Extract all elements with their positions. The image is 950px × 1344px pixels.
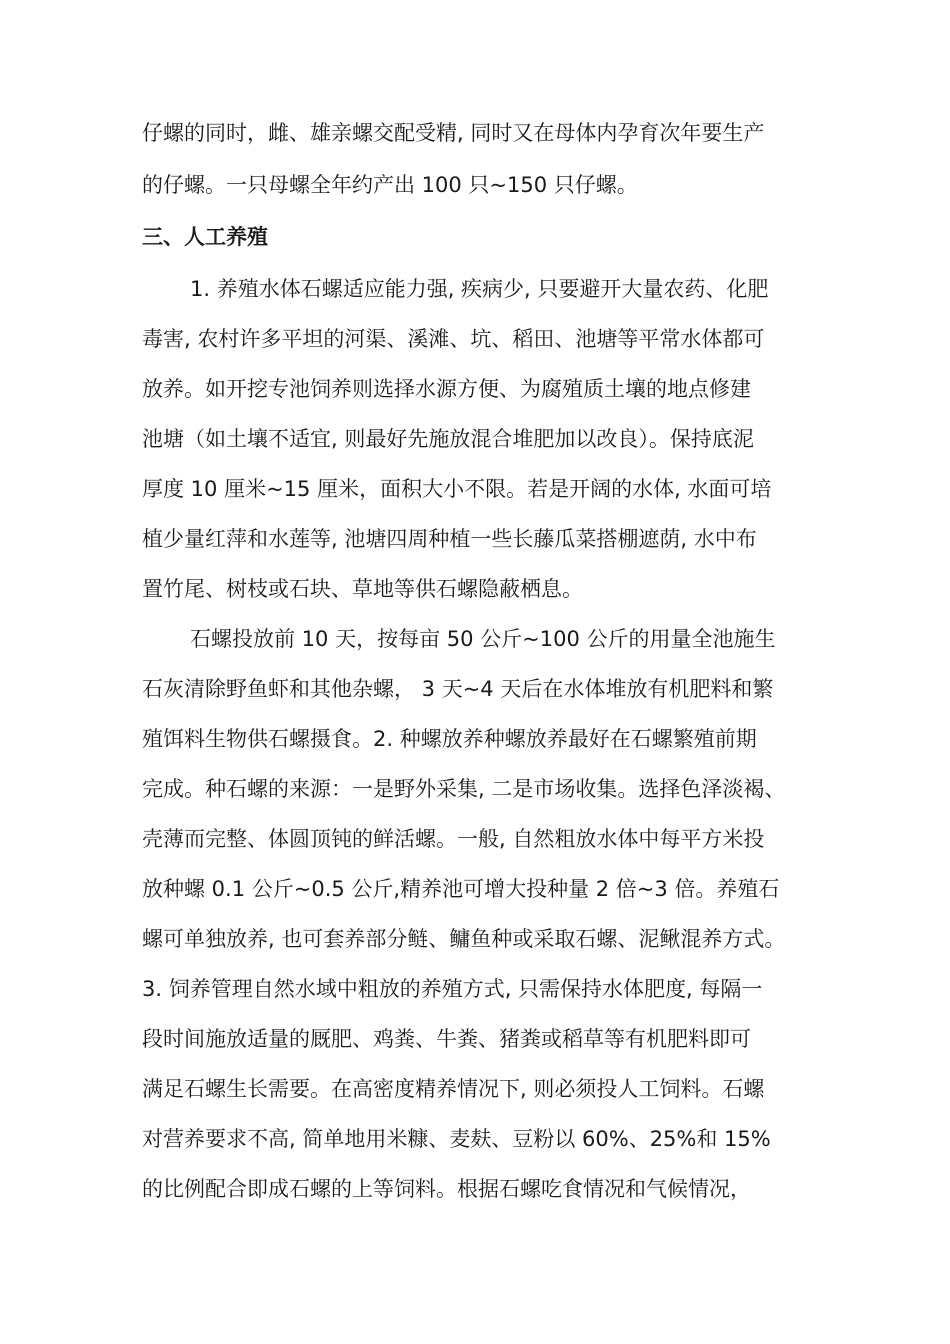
body-text-line: 毒害, 农村许多平坦的河渠、溪滩、坑、稻田、池塘等平常水体都可 — [142, 327, 765, 351]
body-text-line: 段时间施放适量的厩肥、鸡粪、牛粪、猪粪或稻草等有机肥料即可 — [142, 1027, 751, 1051]
body-text-line: 植少量红萍和水莲等, 池塘四周种植一些长藤瓜菜搭棚遮荫, 水中布 — [142, 527, 757, 551]
body-text-line: 放养。如开挖专池饲养则选择水源方便、为腐殖质土壤的地点修建 — [142, 377, 751, 401]
body-text-line: 3. 饲养管理自然水域中粗放的养殖方式, 只需保持水体肥度, 每隔一 — [142, 977, 763, 1001]
body-text-line: 满足石螺生长需要。在高密度精养情况下, 则必须投人工饲料。石螺 — [142, 1077, 765, 1101]
body-text-line: 的仔螺。一只母螺全年约产出 100 只~150 只仔螺。 — [142, 173, 638, 197]
paragraph-first-line: 1. 养殖水体石螺适应能力强, 疾病少, 只要避开大量农药、化肥 — [190, 277, 769, 301]
body-text-line: 厚度 10 厘米~15 厘米，面积大小不限。若是开阔的水体, 水面可培 — [142, 477, 772, 501]
body-text-line: 螺可单独放养, 也可套养部分鲢、鳙鱼种或采取石螺、泥鳅混养方式。 — [142, 927, 786, 951]
body-text-line: 对营养要求不高, 简单地用米糠、麦麸、豆粉以 60%、25%和 15% — [142, 1127, 771, 1151]
section-heading: 三、人工养殖 — [142, 225, 268, 249]
body-text-line: 壳薄而完整、体圆顶钝的鲜活螺。一般, 自然粗放水体中每平方米投 — [142, 827, 765, 851]
body-text-line: 仔螺的同时，雌、雄亲螺交配受精, 同时又在母体内孕育次年要生产 — [142, 121, 765, 145]
body-text-line: 殖饵料生物供石螺摄食。2. 种螺放养种螺放养最好在石螺繁殖前期 — [142, 727, 757, 751]
body-text-line: 完成。种石螺的来源：一是野外采集, 二是市场收集。选择色泽淡褐、 — [142, 777, 786, 801]
body-text-line: 池塘（如土壤不适宜, 则最好先施放混合堆肥加以改良）。保持底泥 — [142, 427, 754, 451]
body-text-line: 置竹尾、树枝或石块、草地等供石螺隐蔽栖息。 — [142, 577, 583, 601]
paragraph-first-line: 石螺投放前 10 天，按每亩 50 公斤~100 公斤的用量全池施生 — [190, 627, 776, 651]
body-text-line: 石灰清除野鱼虾和其他杂螺， 3 天~4 天后在水体堆放有机肥料和繁 — [142, 677, 774, 701]
body-text-line: 放种螺 0.1 公斤~0.5 公斤,精养池可增大投种量 2 倍~3 倍。养殖石 — [142, 877, 780, 901]
body-text-line: 的比例配合即成石螺的上等饲料。根据石螺吃食情况和气候情况， — [142, 1177, 751, 1201]
